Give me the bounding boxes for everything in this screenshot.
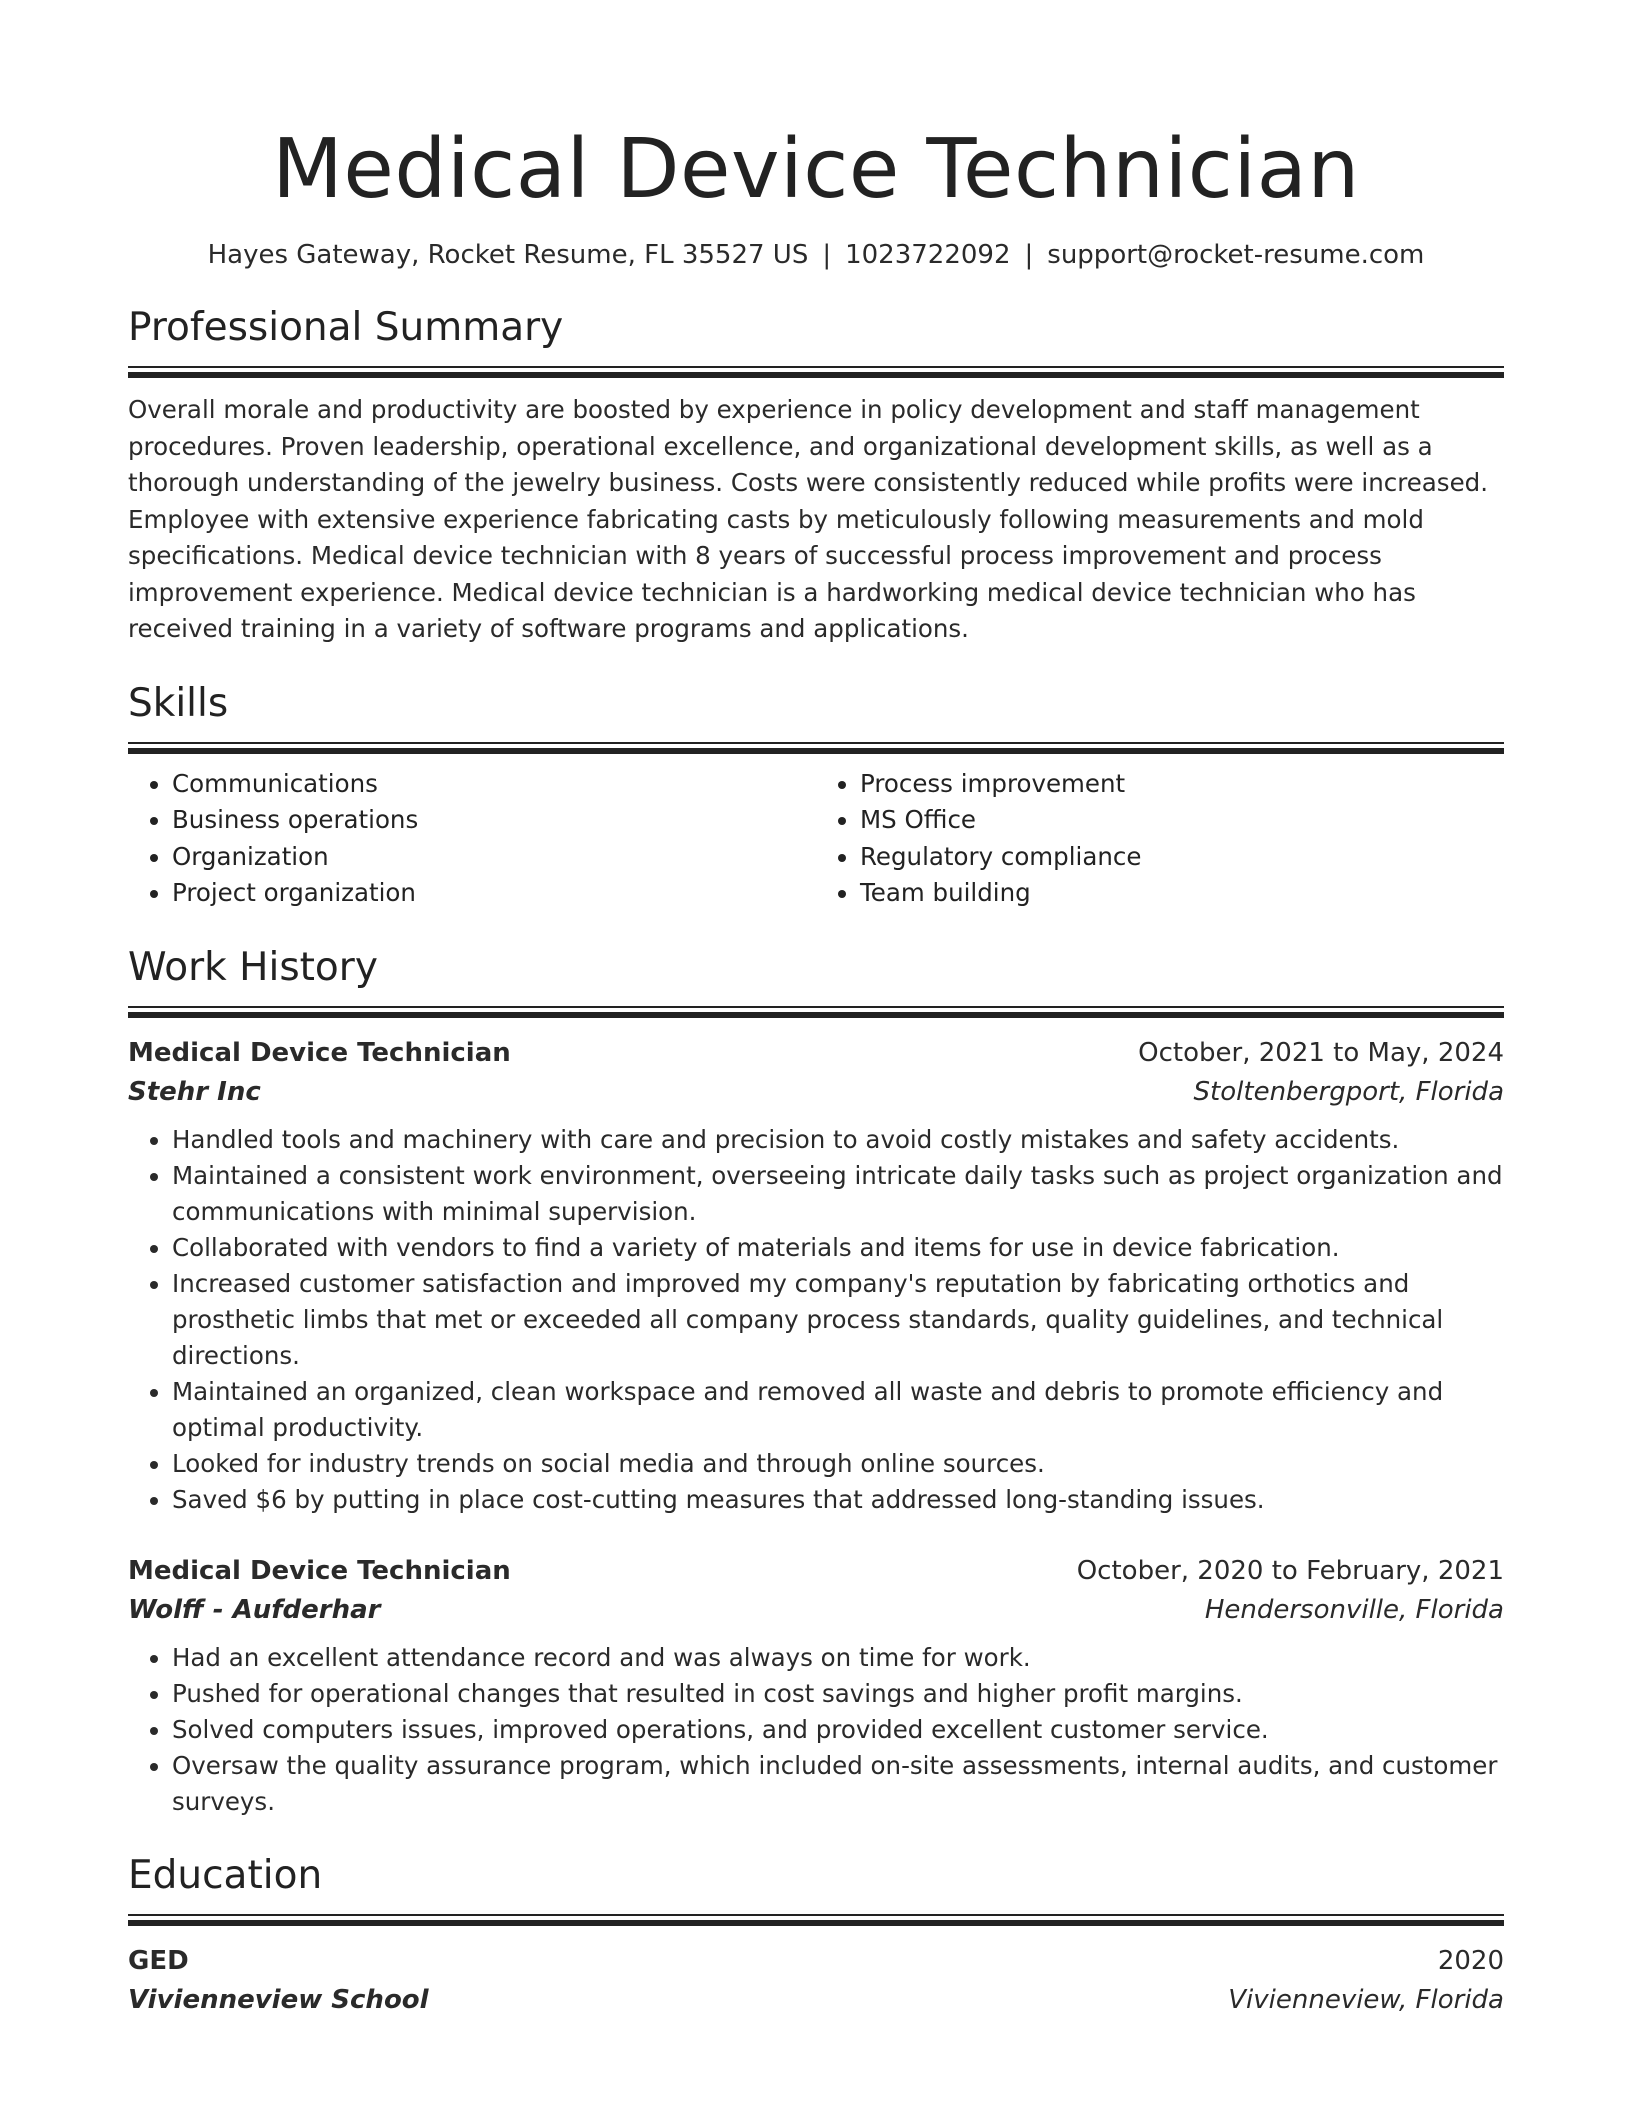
- job-bullet: • Handled tools and machinery with care and precision to avoid costly mistakes and safety accidents.: [172, 1122, 1504, 1158]
- job-bullet: • Collaborated with vendors to find a variety of materials and items for use in device fabrication.: [172, 1230, 1504, 1266]
- job-dates: October, 2021 to May, 2024: [1138, 1037, 1504, 1068]
- education-header-row: [128, 1942, 1504, 1980]
- job-bullet: • Increased customer satisfaction and improved my company's reputation by fabricating orthotics and prosthetic limbs that met or exceeded all company process standards, quality guidelines, and technical directions.: [172, 1266, 1504, 1374]
- job-company-row: [128, 1072, 1504, 1112]
- job-company-row: [128, 1590, 1504, 1630]
- education-location: Vivienneview, Florida: [1228, 1984, 1504, 2015]
- education-section: [128, 1850, 1504, 2020]
- job-bullet: • Had an excellent attendance record and was always on time for work.: [172, 1640, 1504, 1676]
- work-heading: Work History: [128, 944, 378, 990]
- job-bullet: • Maintained an organized, clean workspace and removed all waste and debris to promote efficiency and optimal productivity.: [172, 1374, 1504, 1446]
- job-dates: October, 2020 to February, 2021: [1076, 1555, 1504, 1586]
- summary-section: [128, 302, 1504, 648]
- job-title: Medical Device Technician: [128, 1555, 511, 1586]
- resume-name: Medical Device Technician: [272, 122, 1360, 217]
- contact-address: Hayes Gateway, Rocket Resume, FL 35527 US: [207, 240, 809, 270]
- job-header-row: [128, 1552, 1504, 1590]
- job-company: Stehr Inc: [128, 1076, 261, 1107]
- skills-column-right: [816, 766, 1504, 912]
- job-header-row: [128, 1034, 1504, 1072]
- skill-item: • Organization: [172, 839, 816, 876]
- education-degree: GED: [128, 1945, 189, 1976]
- contact-phone: 1023722092: [845, 240, 1011, 270]
- summary-text: Overall morale and productivity are boosted by experience in policy development and staff management procedures. Proven leadership, operational excellence, and organizational development skills, as well as a thorough understanding of the jewelry business. Costs were consistently reduced while profits were increased. Employee with extensive experience fabricating casts by meticulously following measurements and mold specifications. Medical device technician with 8 years of successful process improvement and process improvement experience. Medical device technician is a hardworking medical device technician who has received training in a variety of software programs and applications.: [128, 395, 1488, 643]
- job-location: Hendersonville, Florida: [1204, 1594, 1504, 1625]
- education-entry: [128, 1942, 1504, 2020]
- contact-line: [128, 238, 1504, 272]
- skills-list: [128, 766, 1504, 912]
- skill-item: • Business operations: [172, 802, 816, 839]
- section-divider: [128, 366, 1504, 378]
- education-year: 2020: [1437, 1945, 1504, 1976]
- section-divider: [128, 1914, 1504, 1926]
- skill-item: • Team building: [860, 875, 1504, 912]
- section-divider: [128, 1006, 1504, 1018]
- skill-item: • Regulatory compliance: [860, 839, 1504, 876]
- job-bullet: • Maintained a consistent work environment, overseeing intricate daily tasks such as project organization and communications with minimal supervision.: [172, 1158, 1504, 1230]
- contact-separator: |: [822, 240, 832, 270]
- job-bullets: [128, 1640, 1504, 1820]
- job-location: Stoltenbergport, Florida: [1193, 1076, 1504, 1107]
- job-bullet: • Looked for industry trends on social media and through online sources.: [172, 1446, 1504, 1482]
- skill-item: • Communications: [172, 766, 816, 803]
- education-heading: Education: [128, 1852, 323, 1898]
- skills-column-left: [128, 766, 816, 912]
- skill-item: • MS Office: [860, 802, 1504, 839]
- education-school: Vivienneview School: [128, 1984, 429, 2015]
- skills-heading: Skills: [128, 680, 229, 726]
- job-company: Wolff - Aufderhar: [128, 1594, 381, 1625]
- job-bullet: • Saved $6 by putting in place cost-cutting measures that addressed long-standing issues.: [172, 1482, 1504, 1518]
- job-entry: [128, 1034, 1504, 1518]
- skills-section: [128, 678, 1504, 912]
- job-bullets: [128, 1122, 1504, 1518]
- job-entry: [128, 1552, 1504, 1820]
- summary-heading: Professional Summary: [128, 305, 564, 350]
- contact-email: support@rocket-resume.com: [1047, 240, 1425, 270]
- section-divider: [128, 742, 1504, 754]
- education-school-row: [128, 1980, 1504, 2020]
- skill-item: • Process improvement: [860, 766, 1504, 803]
- job-bullet: • Oversaw the quality assurance program, which included on-site assessments, internal audits, and customer surveys.: [172, 1748, 1504, 1820]
- job-title: Medical Device Technician: [128, 1037, 511, 1068]
- work-section: [128, 942, 1504, 1820]
- contact-separator: |: [1024, 240, 1034, 270]
- job-bullet: • Pushed for operational changes that resulted in cost savings and higher profit margins.: [172, 1676, 1504, 1712]
- job-bullet: • Solved computers issues, improved operations, and provided excellent customer service.: [172, 1712, 1504, 1748]
- skill-item: • Project organization: [172, 875, 816, 912]
